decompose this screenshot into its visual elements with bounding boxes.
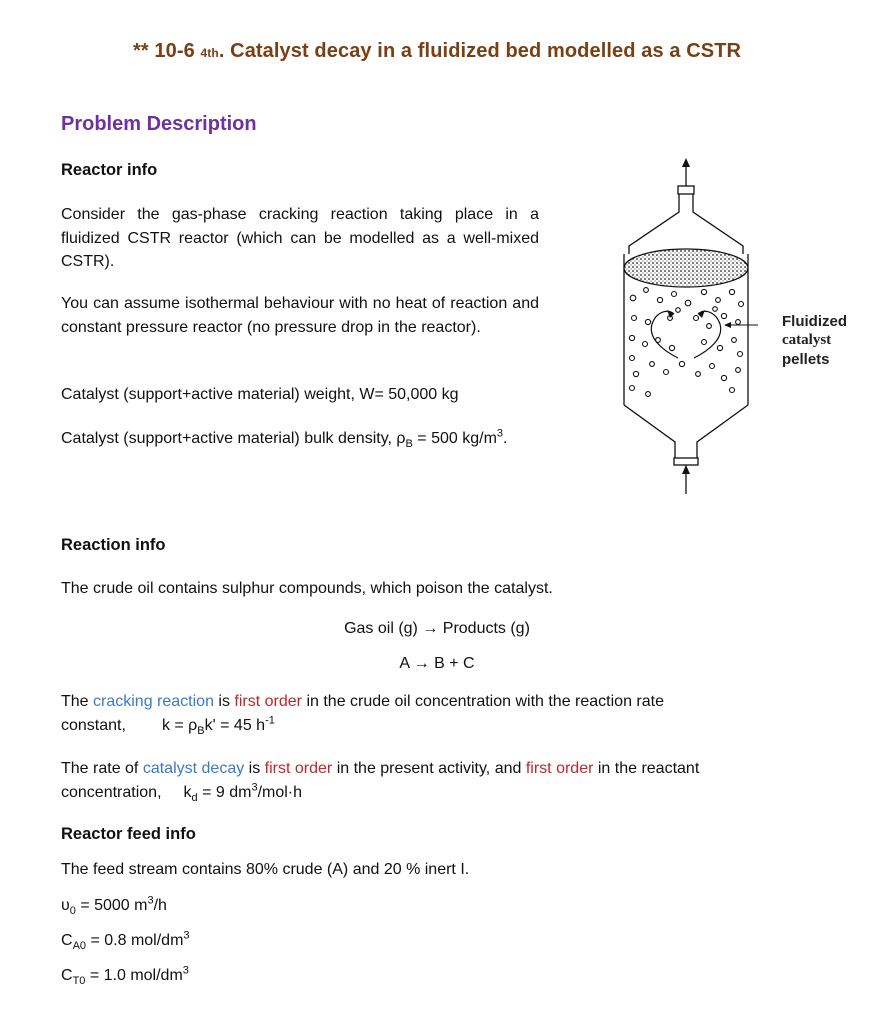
figure-label-line-3: pellets	[782, 351, 830, 368]
inlet-arrowhead-icon	[682, 465, 690, 474]
first-order-term: first order	[264, 760, 333, 777]
density-superscript: 3	[496, 427, 504, 440]
rate-constant: $k = \rho_Bk' = 45$ $h^{-1}$	[161, 714, 275, 738]
cracking-reaction-term: cracking reaction	[93, 693, 214, 710]
density-label: Catalyst (support+active material) bulk density, ρ	[61, 430, 406, 447]
total-concentration: $C_{T0} = 1.0$ mol/$dm^3$	[61, 964, 189, 988]
catalyst-density	[61, 427, 539, 451]
bed-surface	[624, 249, 748, 287]
title-stars: **	[132, 40, 149, 62]
outlet-arrowhead-icon	[682, 158, 690, 167]
reactor-info-heading: Reactor info	[61, 161, 158, 179]
fluidized-bed-reactor-diagram	[612, 158, 758, 494]
circulation-arrows	[651, 311, 720, 358]
catalyst-decay-term: catalyst decay	[142, 760, 245, 777]
reactor-info-paragraph-2: You can assume isothermal behaviour with no heat of reaction and constant pressure reactor (no pressure drop in the reactor).	[61, 295, 539, 336]
title-text: Catalyst decay in a fluidized bed modelled as a CSTR	[230, 40, 742, 62]
title-number: 10-6	[154, 40, 195, 62]
figure-label	[782, 312, 847, 369]
feed-composition: The feed stream contains 80% crude (A) and 20 % inert I.	[61, 861, 470, 878]
first-order-term: first order	[525, 760, 594, 777]
reaction-intro: The crude oil contains sulphur compounds, which poison the catalyst.	[61, 580, 553, 597]
reaction-info-heading: Reaction info	[61, 536, 166, 554]
title-edition: 4th	[200, 46, 219, 60]
density-subscript: B	[405, 438, 413, 451]
decay-constant-line: concentration, $k_d = 9$ $dm^3/mol\cdot h$	[61, 781, 303, 805]
bottom-cone	[624, 405, 748, 458]
callout-arrowhead-icon	[724, 322, 731, 328]
cracking-reaction-statement: The cracking reaction is first order in the crude oil concentration with the reaction rate	[61, 693, 664, 710]
title-dot: .	[218, 40, 225, 62]
problem-title	[0, 40, 874, 63]
top-flange	[678, 186, 694, 194]
catalyst-weight: Catalyst (support+active material) weight, W= 50,000 kg	[61, 386, 459, 403]
rate-constant-line: constant, $k = \rho_Bk' = 45$ $h^{-1}$	[61, 714, 275, 738]
density-value: = 500 kg/m	[412, 430, 497, 447]
bottom-flange	[674, 458, 698, 465]
figure-label-line-2: catalyst	[782, 332, 832, 348]
reactor-info-paragraph-1: Consider the gas-phase cracking reaction taking place in a fluidized CSTR reactor (which can be modelled as a well-mixed CSTR).	[61, 206, 539, 270]
decay-constant: $k_d = 9$ $dm^3/mol\cdot h$	[183, 781, 303, 805]
first-order-term: first order	[234, 693, 302, 710]
feed-info-heading: Reactor feed info	[61, 825, 196, 843]
reaction-equation-1: Gas oil (g) → Products (g)	[344, 620, 530, 637]
catalyst-decay-statement: The rate of catalyst decay is first order in the present activity, and first order in the reactant	[61, 760, 700, 777]
figure-label-line-1: Fluidized	[782, 313, 847, 330]
section-heading: Problem Description	[61, 113, 257, 135]
initial-concentration-a: $C_{A0} = 0.8$ mol/$dm^3$	[61, 929, 190, 953]
volumetric-flow-rate: $\upsilon_0 = 5000$ $m^3/h$	[61, 894, 167, 918]
density-end: .	[503, 430, 508, 447]
top-cone	[629, 194, 743, 254]
reaction-equation-2: A → B + C	[399, 655, 475, 672]
catalyst-pellets	[629, 288, 743, 397]
